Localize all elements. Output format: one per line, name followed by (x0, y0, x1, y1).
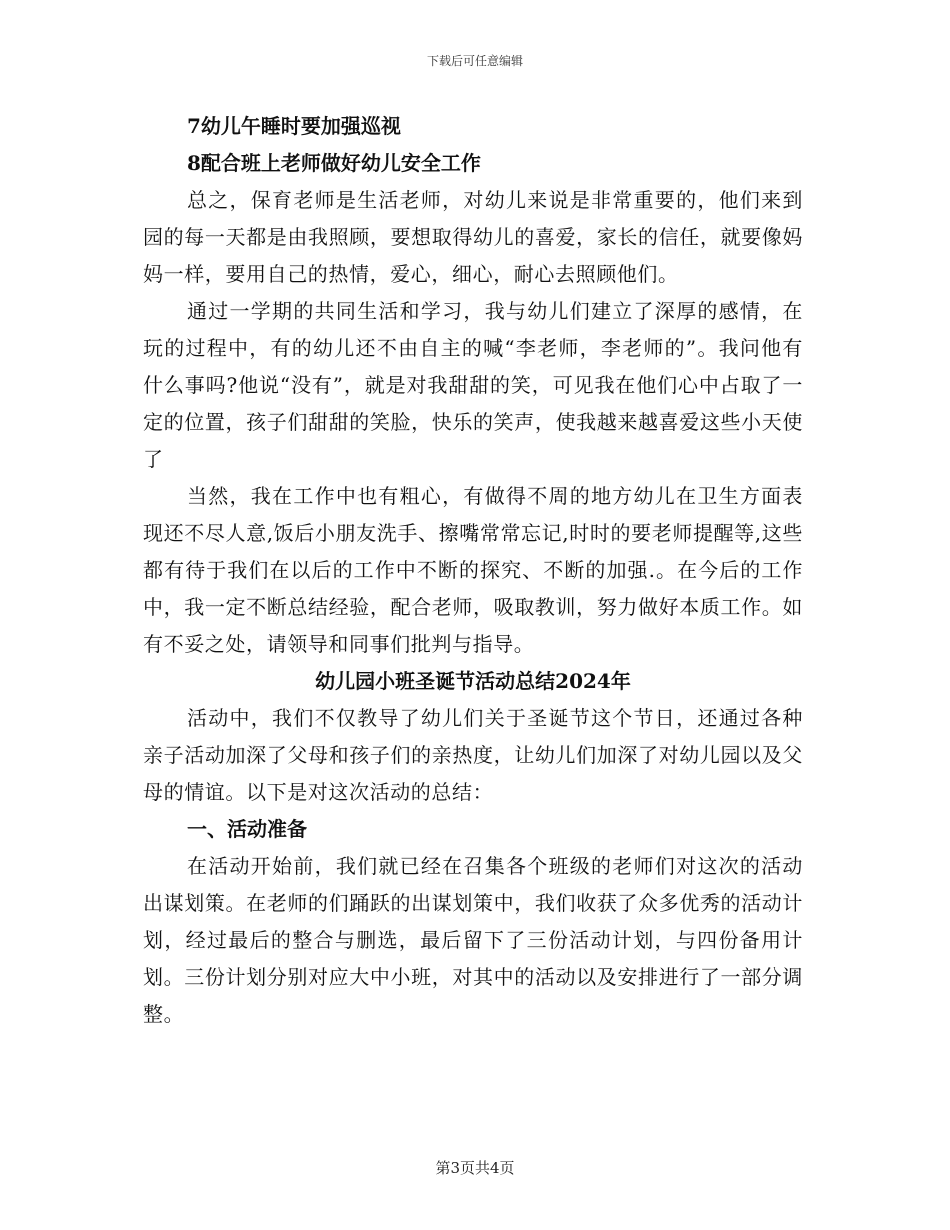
paragraph-activity-intro: 活动中，我们不仅教导了幼儿们关于圣诞节这个节日，还通过各种亲子活动加深了父母和孩子们的亲热度，让幼儿们加深了对幼儿园以及父母的情谊。以下是对这次活动的总结： (143, 706, 803, 804)
list-item-8: 8配合班上老师做好幼儿安全工作 (187, 151, 481, 175)
page-number: 第3页共4页 (435, 1159, 515, 1177)
paragraph-relationship: 通过一学期的共同生活和学习，我与幼儿们建立了深厚的感情，在玩的过程中，有的幼儿还不由自主的喊“李老师，李老师的”。我问他有什么事吗?他说“没有”，就是对我甜甜的笑，可见我在他们心中占取了一定的位置，孩子们甜甜的笑脸，快乐的笑声，使我越来越喜爱这些小天使了 (143, 299, 803, 471)
paragraph-preparation: 在活动开始前，我们就已经在召集各个班级的老师们对这次的活动出谋划策。在老师的们踊跃的出谋划策中，我们收获了众多优秀的活动计划，经过最后的整合与删选，最后留下了三份活动计划，与四份备用计划。三份计划分别对应大中小班，对其中的活动以及安排进行了一部分调整。 (143, 854, 803, 1026)
paragraph-shortcomings: 当然，我在工作中也有粗心，有做得不周的地方幼儿在卫生方面表现还不尽人意,饭后小朋友洗手、擦嘴常常忘记,时时的要老师提醒等,这些都有待于我们在以后的工作中不断的探究、不断的加强.。在今后的工作中，我一定不断总结经验，配合老师，吸取教训，努力做好本质工作。如有不妥之处，请领导和同事们批判与指导。 (143, 484, 803, 656)
section-title: 幼儿园小班圣诞节活动总结2024年 (315, 669, 631, 693)
paragraph-summary: 总之，保育老师是生活老师，对幼儿来说是非常重要的，他们来到园的每一天都是由我照顾，要想取得幼儿的喜爱，家长的信任，就要像妈妈一样，要用自己的热情，爱心，细心，耐心去照顾他们。 (143, 188, 803, 286)
list-item-7: 7幼儿午睡时要加强巡视 (187, 114, 401, 138)
document-body (143, 108, 803, 1033)
subheading-preparation: 一、活动准备 (187, 817, 307, 841)
page-header: 下载后可任意编辑 (426, 54, 523, 68)
